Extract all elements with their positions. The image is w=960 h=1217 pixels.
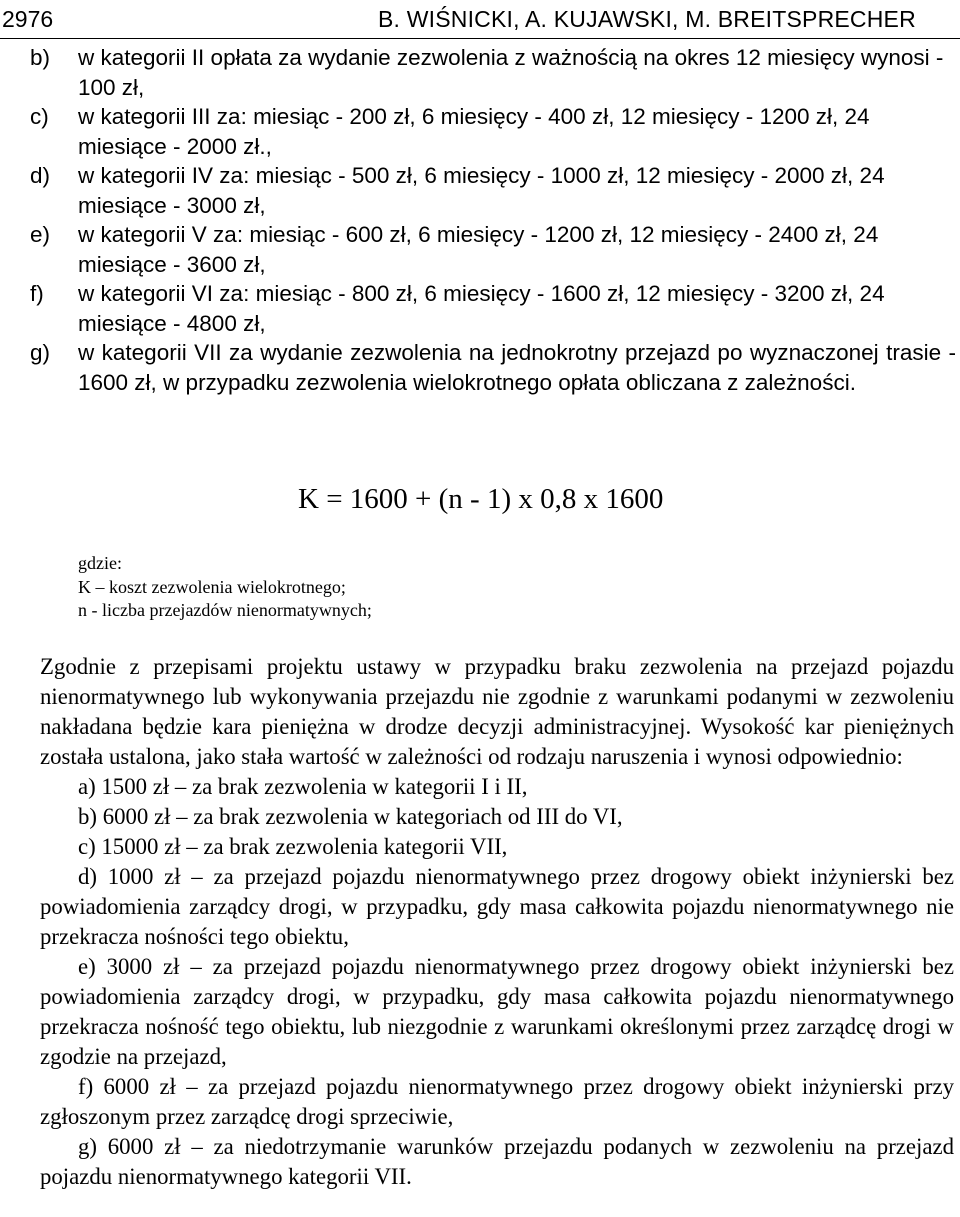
list-item-text: w kategorii IV za: miesiąc - 500 zł, 6 miesięcy - 1000 zł, 12 miesięcy - 2000 zł, 24 miesiące - 3000 zł, bbox=[78, 163, 885, 218]
list-item-text: w kategorii III za: miesiąc - 200 zł, 6 miesięcy - 400 zł, 12 miesięcy - 1200 zł, 24 miesiące - 2000 zł., bbox=[78, 104, 870, 159]
list-item-label: e) bbox=[30, 222, 51, 247]
list-item bbox=[30, 220, 956, 279]
list-item-label: g) bbox=[30, 340, 51, 365]
list-item-label: c) bbox=[30, 104, 49, 129]
penalty-item: f) 6000 zł – za przejazd pojazdu nienormatywnego przez drogowy obiekt inżynierski przy zgłoszonym przez zarządcę drogi sprzeciwie, bbox=[40, 1074, 954, 1129]
definition-k: K – koszt zezwolenia wielokrotnego; bbox=[78, 576, 346, 597]
list-item bbox=[30, 161, 956, 220]
main-paragraph: Zgodnie z przepisami projektu ustawy w przypadku braku zezwolenia na przejazd pojazdu nienormatywnego lub wykonywania przejazdu nie zgodnie z warunkami podanymi w zezwoleniu nakładana będzie kara pieniężna w drodze decyzji administracyjnej. Wysokość kar pieniężnych została ustalona, jako stała wartość w zależności od rodzaju naruszenia i wynosi odpowiednio: bbox=[40, 654, 954, 769]
penalty-item: c) 15000 zł – za brak zezwolenia kategorii VII, bbox=[78, 834, 508, 859]
penalty-section bbox=[40, 652, 954, 1192]
running-header bbox=[0, 4, 960, 39]
list-item bbox=[30, 279, 956, 338]
list-item-text: w kategorii VI za: miesiąc - 800 zł, 6 miesięcy - 1600 zł, 12 miesięcy - 3200 zł, 24 miesiące - 4800 zł, bbox=[78, 281, 885, 336]
list-item-text: w kategorii II opłata za wydanie zezwolenia z ważnością na okres 12 miesięcy wynosi - 100 zł, bbox=[78, 45, 944, 100]
penalty-item: e) 3000 zł – za przejazd pojazdu nienormatywnego przez drogowy obiekt inżynierski bez powiadomienia zarządcy drogi, w przypadku, gdy masa całkowita pojazdu nienormatywnego przekracza nośność tego obiektu, lub niezgodnie z warunkami określonymi przez zarządcę drogi w zgodzie na przejazd, bbox=[40, 954, 954, 1069]
penalty-item: b) 6000 zł – za brak zezwolenia w kategoriach od III do VI, bbox=[78, 804, 623, 829]
list-item bbox=[30, 102, 956, 161]
fee-category-list bbox=[30, 43, 956, 397]
list-item-text: w kategorii VII za wydanie zezwolenia na jednokrotny przejazd po wyznaczonej trasie - 1600 zł, w przypadku zezwolenia wielokrotnego opłata obliczana z zależności. bbox=[78, 340, 956, 395]
list-item-label: f) bbox=[30, 281, 44, 306]
list-item bbox=[30, 43, 956, 102]
cost-formula: K = 1600 + (n - 1) x 0,8 x 1600 bbox=[298, 483, 664, 515]
list-item bbox=[30, 338, 956, 397]
page-number: 2976 bbox=[2, 6, 54, 32]
list-item-text: w kategorii V za: miesiąc - 600 zł, 6 miesięcy - 1200 zł, 12 miesięcy - 2400 zł, 24 miesiące - 3600 zł, bbox=[78, 222, 879, 277]
header-authors: B. WIŚNICKI, A. KUJAWSKI, M. BREITSPRECHER bbox=[378, 6, 916, 32]
definition-n: n - liczba przejazdów nienormatywnych; bbox=[78, 600, 372, 620]
penalty-item: a) 1500 zł – za brak zezwolenia w kategorii I i II, bbox=[78, 774, 528, 799]
list-item-label: b) bbox=[30, 45, 51, 70]
formula-definitions bbox=[78, 552, 372, 623]
penalty-item: g) 6000 zł – za niedotrzymanie warunków przejazdu podanych w zezwoleniu na przejazd pojazdu nienormatywnego kategorii VII. bbox=[40, 1134, 954, 1189]
penalty-item: d) 1000 zł – za przejazd pojazdu nienormatywnego przez drogowy obiekt inżynierski bez powiadomienia zarządcy drogi, w przypadku, gdy masa całkowita pojazdu nienormatywnego nie przekracza nośności tego obiektu, bbox=[40, 864, 954, 949]
list-item-label: d) bbox=[30, 163, 51, 188]
definitions-intro: gdzie: bbox=[78, 553, 122, 573]
